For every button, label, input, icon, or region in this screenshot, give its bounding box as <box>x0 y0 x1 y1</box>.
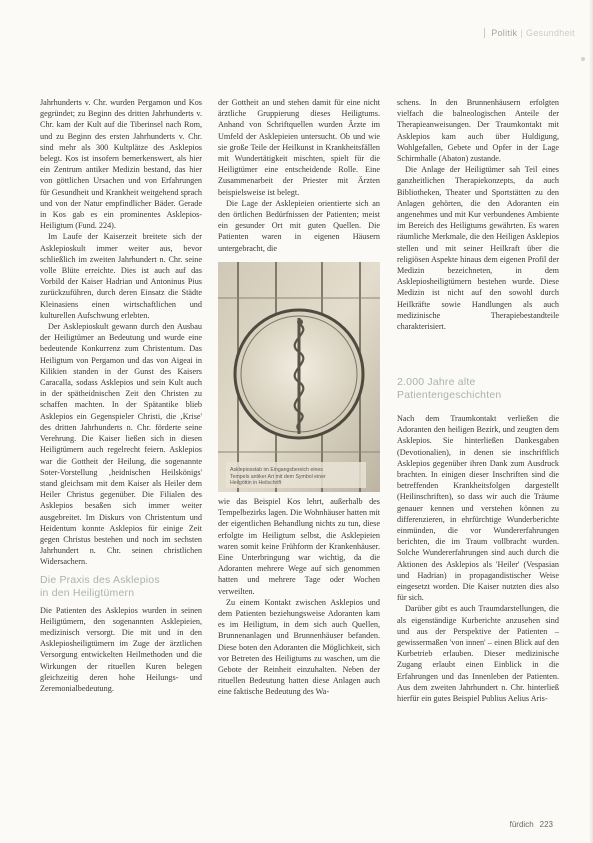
text-column-2-top <box>218 97 380 257</box>
edge-mark <box>581 57 585 61</box>
subsection-label: Gesundheit <box>525 28 575 38</box>
paragraph: der Gottheit an und stehen damit für eine nicht ärztliche Gruppierung dieses Heiligtums. Anhand von Schriftquellen wurden Ärzte im Umfeld der Asklepieien untersucht. Ob und wie sie große Teile der Heilkunst in Krankheitsfällen mit Wundertätigkeit mischten, spielt für die Heiligtümer eine entscheidende Rolle. Eine Zusammenarbeit der Priester mit Ärzten beispielsweise ist belegt. <box>218 98 380 197</box>
page-number: 223 <box>539 820 553 829</box>
text-column-3-heading <box>397 376 559 412</box>
asclepius-window-figure <box>218 262 380 492</box>
text-column-3-top <box>397 97 559 332</box>
paragraph: schens. In den Brunnenhäusern erfolgten vielfach die balneologischen Anteile der Therapieanweisungen. Der Traumkontakt mit Asklepios kam auch über Huldigung, Wohlgefallen, Gebete und Opfer in der Lage Schirmhalle (Abaton) zustande. <box>397 98 559 164</box>
paragraph: Der Asklepioskult gewann durch den Ausbau der Heiligtümer an Bedeutung und wurde eine bedeutende Konkurrenz zum Christentum. Das Heiligtum von Pergamon und das von Aigeai in Kilikien standen in der Gunst des Kaisers Caracalla, sodass Asklepios und sein Kult auch in der spätheidnischen Zeit den Christen zu schaffen machten. In der Spätantike blieb Asklepios ein Gegenspieler Christi, die ‚Krise' des dritten Jahrhunderts n. Chr. förderte seine Verehrung. Die Kaiser ließen sich in diesen Heiligtümern auch regelrecht feiern. Asklepios war die Gottheit der Heilung, die sogenannte Soter-Vorstellung ‚heidnischen Heilskönigs' stand gleichsam mit dem Kaiser als Heiler dem Heiler Christus gegenüber. Die Filialen des Asklepios besaßen sich immer weiter ausgebreitet. Im Diskurs von Christentum und Heidentum konnte Asklepios für einige Zeit gegen Christus bestehen und noch im sechsten Jahrhundert n. Chr. seinen christlichen Widersachern. <box>40 322 202 567</box>
text-column-2-bottom <box>218 496 380 831</box>
paragraph: Zu einem Kontakt zwischen Asklepios und dem Patienten beziehungsweise Adoranten kam es im Heiligtum, in dem sich auch Quellen, Brunnenanlagen und Brunnenhäuser befanden. Diese boten den Adoranten die Möglichkeit, sich vor Betreten des Heiligtums zu waschen, um die Gebote der Reinheit einzuhalten. Neben der rituellen Bedeutung hatten diese Anlagen auch eine faktische Bedeutung des Wa- <box>218 597 380 697</box>
heading-line: Patientengeschichten <box>397 389 502 401</box>
heading-line: 2.000 Jahre alte <box>397 376 476 388</box>
section-heading-praxis <box>40 574 202 600</box>
paragraph: Im Laufe der Kaiserzeit breitete sich der Asklepioskult immer weiter aus, bevor schließlich im zweiten Jahrhundert n. Chr. seine volle Blüte erreichte. Dies ist auch auf das Vorbild der Kaiser Hadrian und Antoninus Pius zurückzuführen, durch deren Einsatz die Städte Kleinasiens einen wirtschaftlichen und kulturellen Aufschwung erlebten. <box>40 232 202 320</box>
text-column-1 <box>40 97 202 832</box>
paragraph: Nach dem Traumkontakt verließen die Adoranten den heiligen Bezirk, und zeugten dem Asklepios. Sie hinterließen Dankesgaben (Devotionalien), in denen sie inschriftlich Asklepios gegenüber ihren Dank zum Ausdruck brachten. In einigen dieser Inschriften sind die betreffenden Krankheitsfolgen dargestellt (Heilinschriften), so dass wir auch die Träume genauer kennen und verstehen können zu differenzieren, in ehrfürchtige Wunderberichte einmünden, die vor Wundererfahrungen berichten, die im Traum vollbracht wurden. Solche Wundererfahrungen sind auch durch die Aktionen des Asklepios als 'Heiler' (Vespasian und Hadrian) in propagandistischer Weise eingesetzt worden. Die Kaiser nutzten dies also für sich. <box>397 414 559 603</box>
header-separator: | <box>520 28 523 38</box>
figure-caption: Asklepiosstab im Eingangsbereich eines Tempels antiker Art mit dem Symbol einer Heilgöttin in Heilschrift <box>230 467 326 486</box>
paragraph: Die Lage der Asklepieien orientierte sich an den örtlichen Bedürfnissen der Patienten; meist ein gesunder Ort mit guten Quellen. Die Patienten waren in eigenen Häusern untergebracht, die <box>218 198 380 253</box>
section-heading-patienten <box>397 376 559 402</box>
paragraph: Jahrhunderts v. Chr. wurden Pergamon und Kos gegründet; zu Beginn des dritten Jahrhunderts v. Chr. kam der Kult auf die Tiberinsel nach Rom, und zu Beginn des ersten Jahrhunderts v. Chr. sind mehr als 300 Kultplätze des Asklepios belegt. Kos ist insofern bemerkenswert, als hier ein Zentrum antiker Medizin bestand, das hier von göttlichen Ursachen und von Erfahrungen für Gesundheit und Krankheit weitgehend sprach und von der Natur empfindlicher Bäder. Gerade in Kos gab es ein prominentes Asklepios-Heiligtum (Fund. 224). <box>40 98 202 231</box>
paragraph: Die Patienten des Asklepios wurden in seinen Heiligtümern, den sogenannten Asklepieien, medizinisch versorgt. Die mit und in den Asklepiosheiligtümern im Zuge der ärztlichen Versorgung entwickelten Heilmethoden und die Wirkungen der rituellen Kuren belegen gleichzeitig deren hohe Heilungs- und Zeremonialbedeutung. <box>40 605 202 693</box>
paragraph: wie das Beispiel Kos lehrt, außerhalb des Tempelbezirks lagen. Die Wohnhäuser hatten mit der eigentlichen Behandlung nichts zu tun, diese erfolgte im Heiligtum selbst, die Asklepieien waren somit keine Frühform der Krankenhäuser. Eine Unterbringung war wichtig, da die Adoranten mehrere Wege auf sich genommen hatten und mehrere Tage oder Wochen verweilten. <box>218 497 380 596</box>
heading-line: Die Praxis des Asklepios <box>40 573 160 586</box>
paragraph: Darüber gibt es auch Traumdarstellungen, die als eigenständige Kurberichte anzusehen sind und aus der Perspektive der Patienten – gewissermaßen 'von innen' – einen Blick auf den Kurbetrieb erlauben. Dieser medizinische Zugang erlaubt einen Einblick in die Erfahrungen und das Innenleben der Patienten. Aus dem zweiten Jahrhundert n. Chr. hinterließ hierfür ein gutes Beispiel Publius Aelius Aris- <box>397 604 559 704</box>
paragraph: Die Anlage der Heiligtümer sah Teil eines ganzheitlichen Therapiekonzepts, da auch Bibliotheken, Theater und Sportstätten zu den Anlagen gehörten, die den Adoranten ein angenehmes und mit Kur verbundenes Ambiente im Bereich des Heiligtums gewährten. Es waren räumliche Merkmale, die den Heiligen Asklepios stellen und mit seiner Heilkraft über die religiösen Aspekte hinaus dem eigenen Profil der Medizin bezeichneten, in dem Asklepiosheiligtümern bestehen wurde. Diese Medizin ist nicht auf den sowohl durch Heilkräfte sowie Handlungen als auch medizinische Therapiebestandteile charakterisiert. <box>397 165 559 332</box>
section-label: Politik <box>491 28 518 38</box>
page-footer <box>510 820 553 829</box>
heading-line: in den Heiligtümern <box>40 586 135 599</box>
figure-image <box>218 262 380 492</box>
text-column-3-bottom <box>397 413 559 833</box>
footer-label: fürdich <box>509 820 534 829</box>
section-header <box>484 28 575 38</box>
page-edge-shadow <box>589 0 593 843</box>
